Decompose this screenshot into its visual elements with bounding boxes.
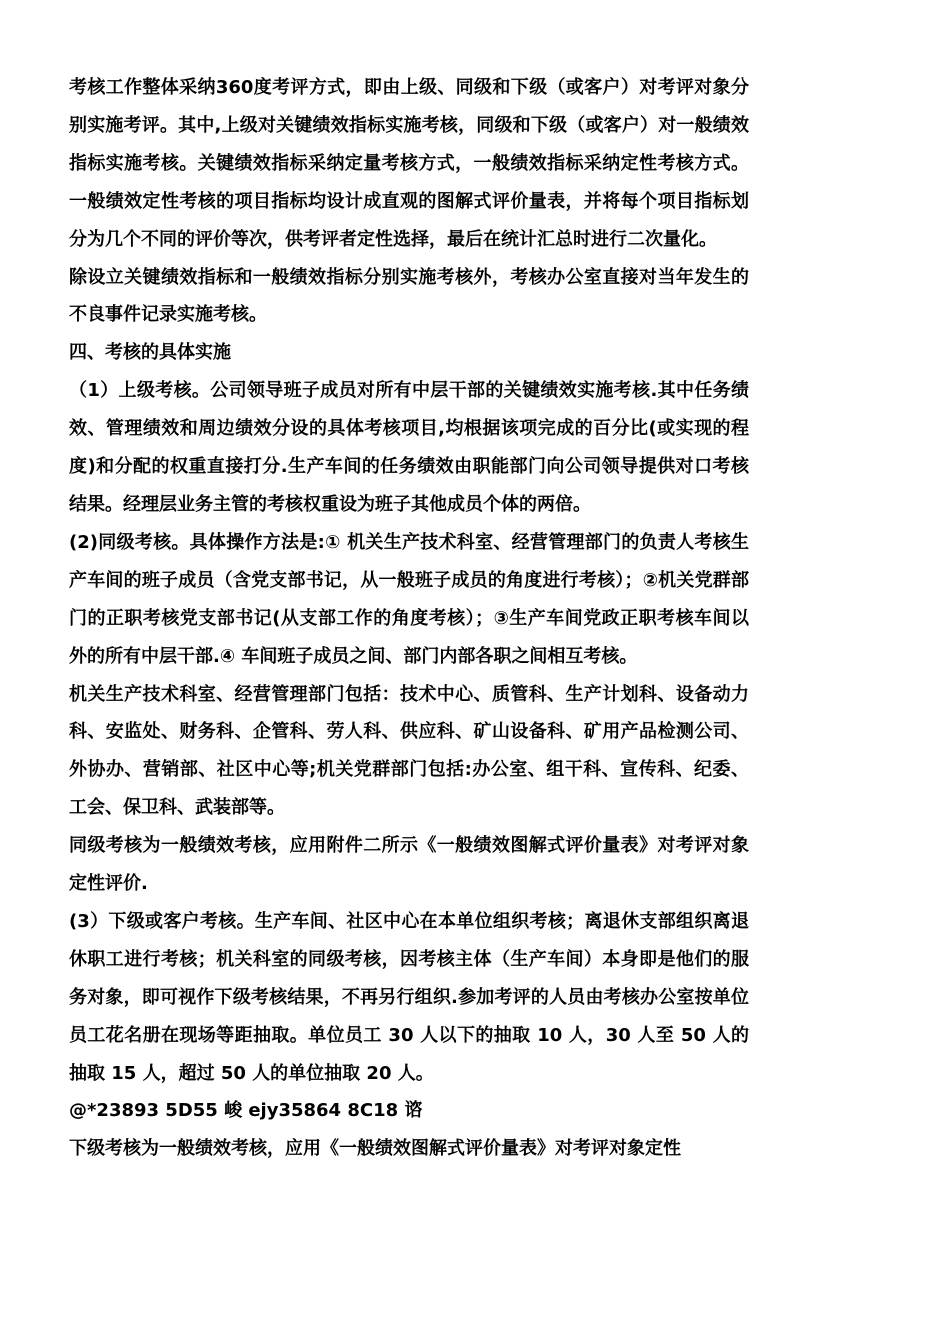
paragraph-departments: 机关生产技术科室、经营管理部门包括：技术中心、质管科、生产计划科、设备动力科、安监处、财务科、企管科、劳人科、供应科、矿山设备科、矿用产品检测公司、外协办、营销部、社区中心等;机关党群部门包括:办公室、组干科、宣传科、纪委、工会、保卫科、武装部等。 [69, 683, 749, 819]
paragraph-evaluation-method: 考核工作整体采纳360度考评方式，即由上级、同级和下级（或客户）对考评对象分别实施考评。其中,上级对关键绩效指标实施考核，同级和下级（或客户）对一般绩效指标实施考核。关键绩效指标采纳定量考核方式，一般绩效指标采纳定性考核方式。一般绩效定性考核的项目指标均设计成直观的图解式评价量表，并将每个项目指标划分为几个不同的评价等次，供考评者定性选择，最后在统计汇总时进行二次量化。 [69, 77, 749, 250]
document-body [69, 69, 749, 1168]
paragraph-peer-scale: 同级考核为一般绩效考核，应用附件二所示《一般绩效图解式评价量表》对考评对象定性评价. [69, 835, 749, 895]
section-heading: 四、考核的具体实施 [69, 342, 231, 364]
paragraph-garbled-line: @*23893 5D55 峻 ejy35864 8C18 谘 [69, 1100, 423, 1122]
paragraph-peer-evaluation: (2)同级考核。具体操作方法是:① 机关生产技术科室、经营管理部门的负责人考核生产车间的班子成员（含党支部书记，从一般班子成员的角度进行考核）；②机关党群部门的正职考核党支部书记(从支部工作的角度考核）；③生产车间党政正职考核车间以外的所有中层干部.④ 车间班子成员之间、部门内部各职之间相互考核。 [69, 531, 749, 667]
paragraph-subordinate-scale: 下级考核为一般绩效考核，应用《一般绩效图解式评价量表》对考评对象定性 [69, 1138, 681, 1160]
paragraph-subordinate-evaluation: (3）下级或客户考核。生产车间、社区中心在本单位组织考核；离退休支部组织离退休职工进行考核；机关科室的同级考核，因考核主体（生产车间）本身即是他们的服务对象，即可视作下级考核结果，不再另行组织.参加考评的人员由考核办公室按单位员工花名册在现场等距抽取。单位员工 30 人以下的抽取 10 人，30 人至 50 人的抽取 15 人，超过 50 人的单位抽取 20 人。 [69, 910, 749, 1084]
paragraph-adverse-events: 除设立关键绩效指标和一般绩效指标分别实施考核外，考核办公室直接对当年发生的不良事件记录实施考核。 [69, 266, 749, 326]
paragraph-superior-evaluation: （1）上级考核。公司领导班子成员对所有中层干部的关键绩效实施考核.其中任务绩效、管理绩效和周边绩效分设的具体考核项目,均根据该项完成的百分比(或实现的程度)和分配的权重直接打分.生产车间的任务绩效由职能部门向公司领导提供对口考核结果。经理层业务主管的考核权重设为班子其他成员个体的两倍。 [69, 380, 749, 515]
